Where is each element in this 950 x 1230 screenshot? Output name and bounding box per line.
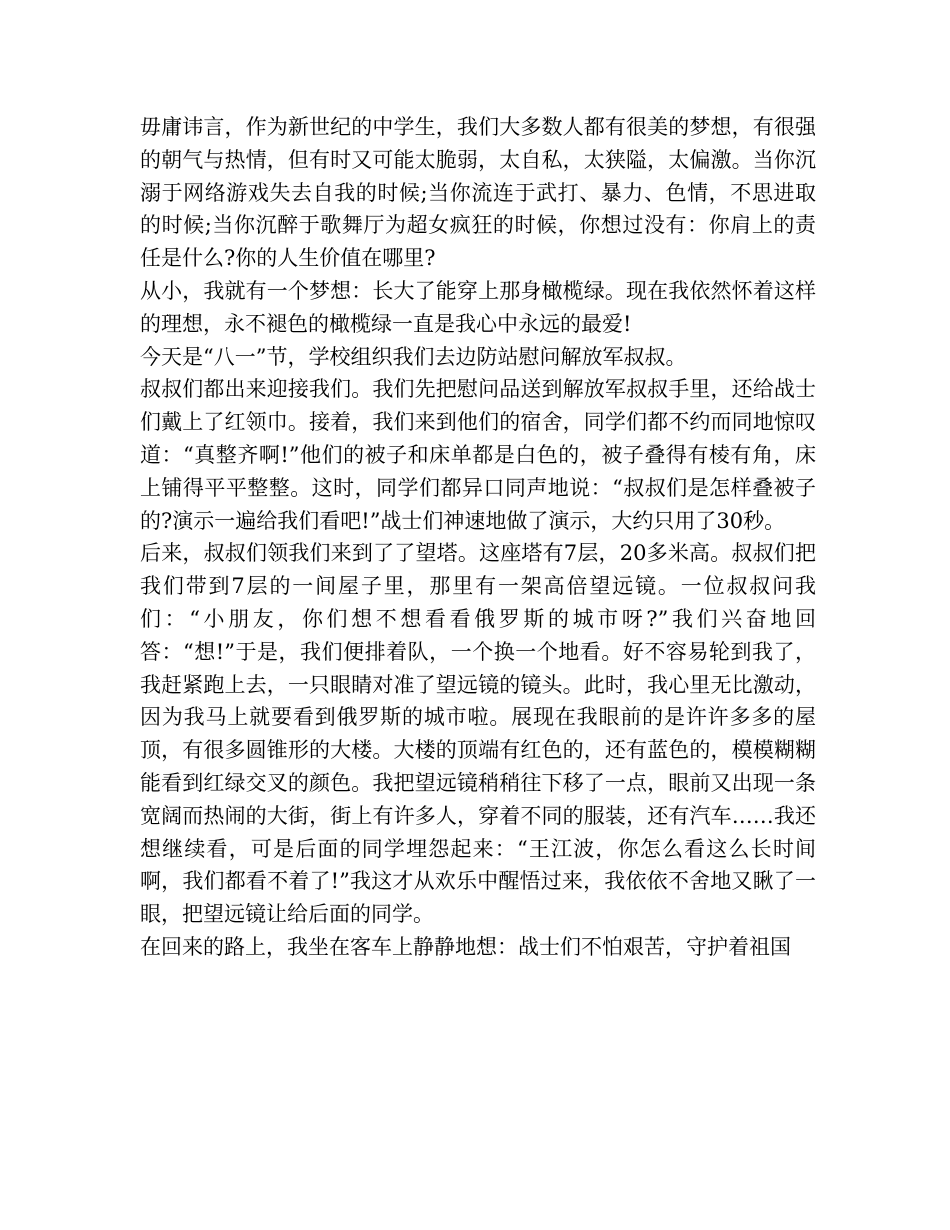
paragraph-6: 在回来的路上，我坐在客车上静静地想：战士们不怕艰苦，守护着祖国 [140, 934, 791, 959]
paragraph-3: 今天是“八一”节，学校组织我们去边防站慰问解放军叔叔。 [140, 344, 687, 369]
document-body [140, 111, 816, 964]
paragraph-4: 叔叔们都出来迎接我们。我们先把慰问品送到解放军叔叔手里，还给战士们戴上了红领巾。接着，我们来到他们的宿舍，同学们都不约而同地惊叹道：“真整齐啊!”他们的被子和床单都是白色的，被子叠得有棱有角，床上铺得平平整整。这时，同学们都异口同声地说：“叔叔们是怎样叠被子的?演示一遍给我们看吧!”战士们神速地做了演示，大约只用了30秒。 [140, 377, 816, 533]
paragraph-1: 毋庸讳言，作为新世纪的中学生，我们大多数人都有很美的梦想，有很强的朝气与热情，但有时又可能太脆弱，太自私，太狭隘，太偏激。当你沉溺于网络游戏失去自我的时候;当你流连于武打、暴力、色情，不思进取的时候;当你沉醉于歌舞厅为超女疯狂的时候，你想过没有：你肩上的责任是什么?你的人生价值在哪里? [140, 115, 816, 271]
paragraph-5: 后来，叔叔们领我们来到了了望塔。这座塔有7层，20多米高。叔叔们把我们带到7层的一间屋子里，那里有一架高倍望远镜。一位叔叔问我们：“小朋友，你们想不想看看俄罗斯的城市呀?”我们兴奋地回答：“想!”于是，我们便排着队，一个换一个地看。好不容易轮到我了，我赶紧跑上去，一只眼睛对准了望远镜的镜头。此时，我心里无比激动，因为我马上就要看到俄罗斯的城市啦。展现在我眼前的是许许多多的屋顶，有很多圆锥形的大楼。大楼的顶端有红色的，还有蓝色的，模模糊糊能看到红绿交叉的颜色。我把望远镜稍稍往下移了一点，眼前又出现一条宽阔而热闹的大街，街上有许多人，穿着不同的服装，还有汽车……我还想继续看，可是后面的同学埋怨起来：“王江波，你怎么看这么长时间啊，我们都看不着了!”我这才从欢乐中醒悟过来，我依依不舍地又瞅了一眼，把望远镜让给后面的同学。 [140, 541, 816, 927]
paragraph-2: 从小，我就有一个梦想：长大了能穿上那身橄榄绿。现在我依然怀着这样的理想，永不褪色的橄榄绿一直是我心中永远的最爱! [140, 278, 816, 336]
